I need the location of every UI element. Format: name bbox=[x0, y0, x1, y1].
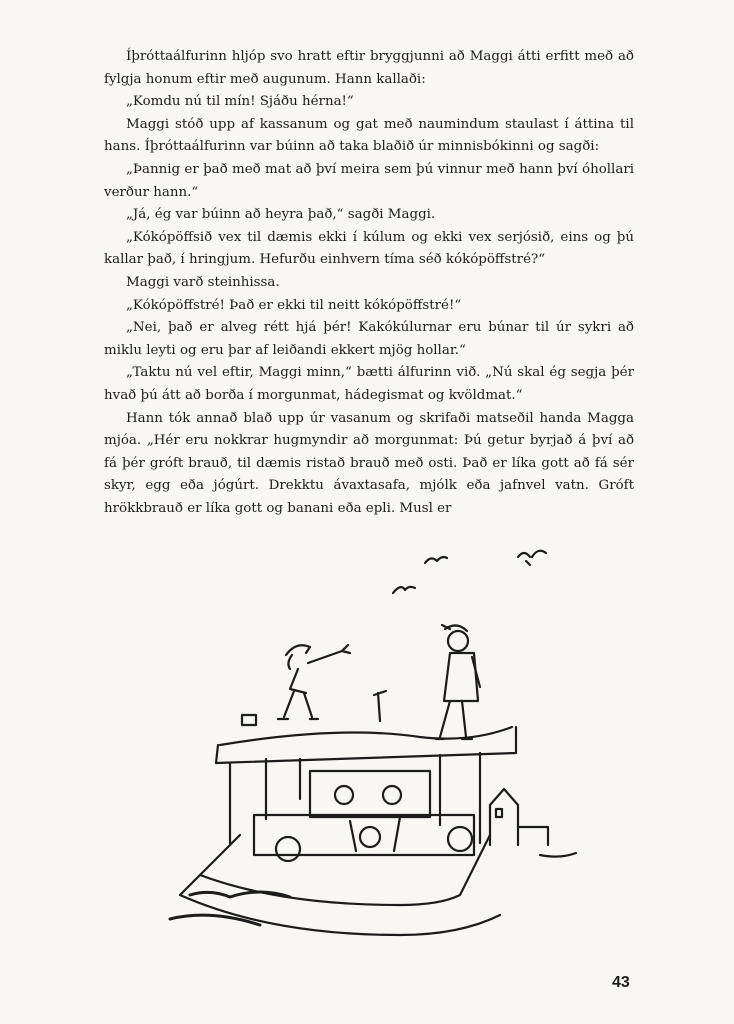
paragraph-2: „Komdu nú til mín! Sjáðu hérna!“ bbox=[126, 94, 354, 110]
paragraph-10: „Taktu nú vel eftir, Maggi minn,“ bætti álfurinn við. „Nú skal ég segja þér hvað þú átt að borða í morgunmat, hádegismat og kvöldmat.“ bbox=[104, 365, 634, 403]
elf-figure bbox=[278, 645, 350, 719]
tugboat bbox=[170, 771, 500, 935]
paragraph-11: Hann tók annað blað upp úr vasanum og skrifaði matseðil handa Magga mjóa. „Hér eru nokkrar hugmyndir að morgunmat: Þú getur byrjað á því að fá þér gróft brauð, til dæmis ristað brauð með osti. Það er líka gott að fá sér skyr, egg eða jógúrt. Drekktu ávaxtasafa, mjólk eða jafnvel vatn. Gróft hrökkbrauð er líka gott og banani eða epli. Musl er bbox=[104, 410, 634, 516]
page-number: 43 bbox=[612, 974, 630, 991]
town-background bbox=[490, 789, 576, 857]
paragraph-7: Maggi varð steinhissa. bbox=[126, 274, 280, 290]
paragraph-6: „Kókópöffsið vex til dæmis ekki í kúlum og ekki vex serjósið, eins og þú kallar það, í hringjum. Hefurðu einhvern tíma séð kókópöffstré?“ bbox=[104, 229, 634, 268]
seagull-icon bbox=[393, 551, 546, 593]
paragraph-3: Maggi stóð upp af kassanum og gat með naumindum staulast í áttina til hans. Íþróttaálfurinn var búinn að taka blaðið úr minnisbókinni og sagði: bbox=[104, 116, 634, 155]
paragraph-5: „Já, ég var búinn að heyra það,“ sagði Maggi. bbox=[126, 207, 436, 223]
paragraph-4: „Þannig er það með mat að því meira sem þú vinnur með hann því óhollari verður hann.“ bbox=[104, 161, 634, 200]
pier bbox=[216, 691, 516, 843]
boy-figure bbox=[436, 625, 480, 739]
paragraph-8: „Kókópöffstré! Það er ekki til neitt kókópöffstré!“ bbox=[126, 297, 462, 313]
paragraph-9: „Nei, það er alveg rétt hjá þér! Kakókúlurnar eru búnar til úr sykri að miklu leyti og eru þar af leiðandi ekkert mjög hollar.“ bbox=[104, 320, 634, 358]
boat-illustration bbox=[160, 545, 580, 945]
paragraph-1: Íþróttaálfurinn hljóp svo hratt eftir bryggjunni að Maggi átti erfitt með að fylgja honum eftir með augunum. Hann kallaði: bbox=[104, 49, 634, 87]
body-text bbox=[104, 46, 634, 520]
